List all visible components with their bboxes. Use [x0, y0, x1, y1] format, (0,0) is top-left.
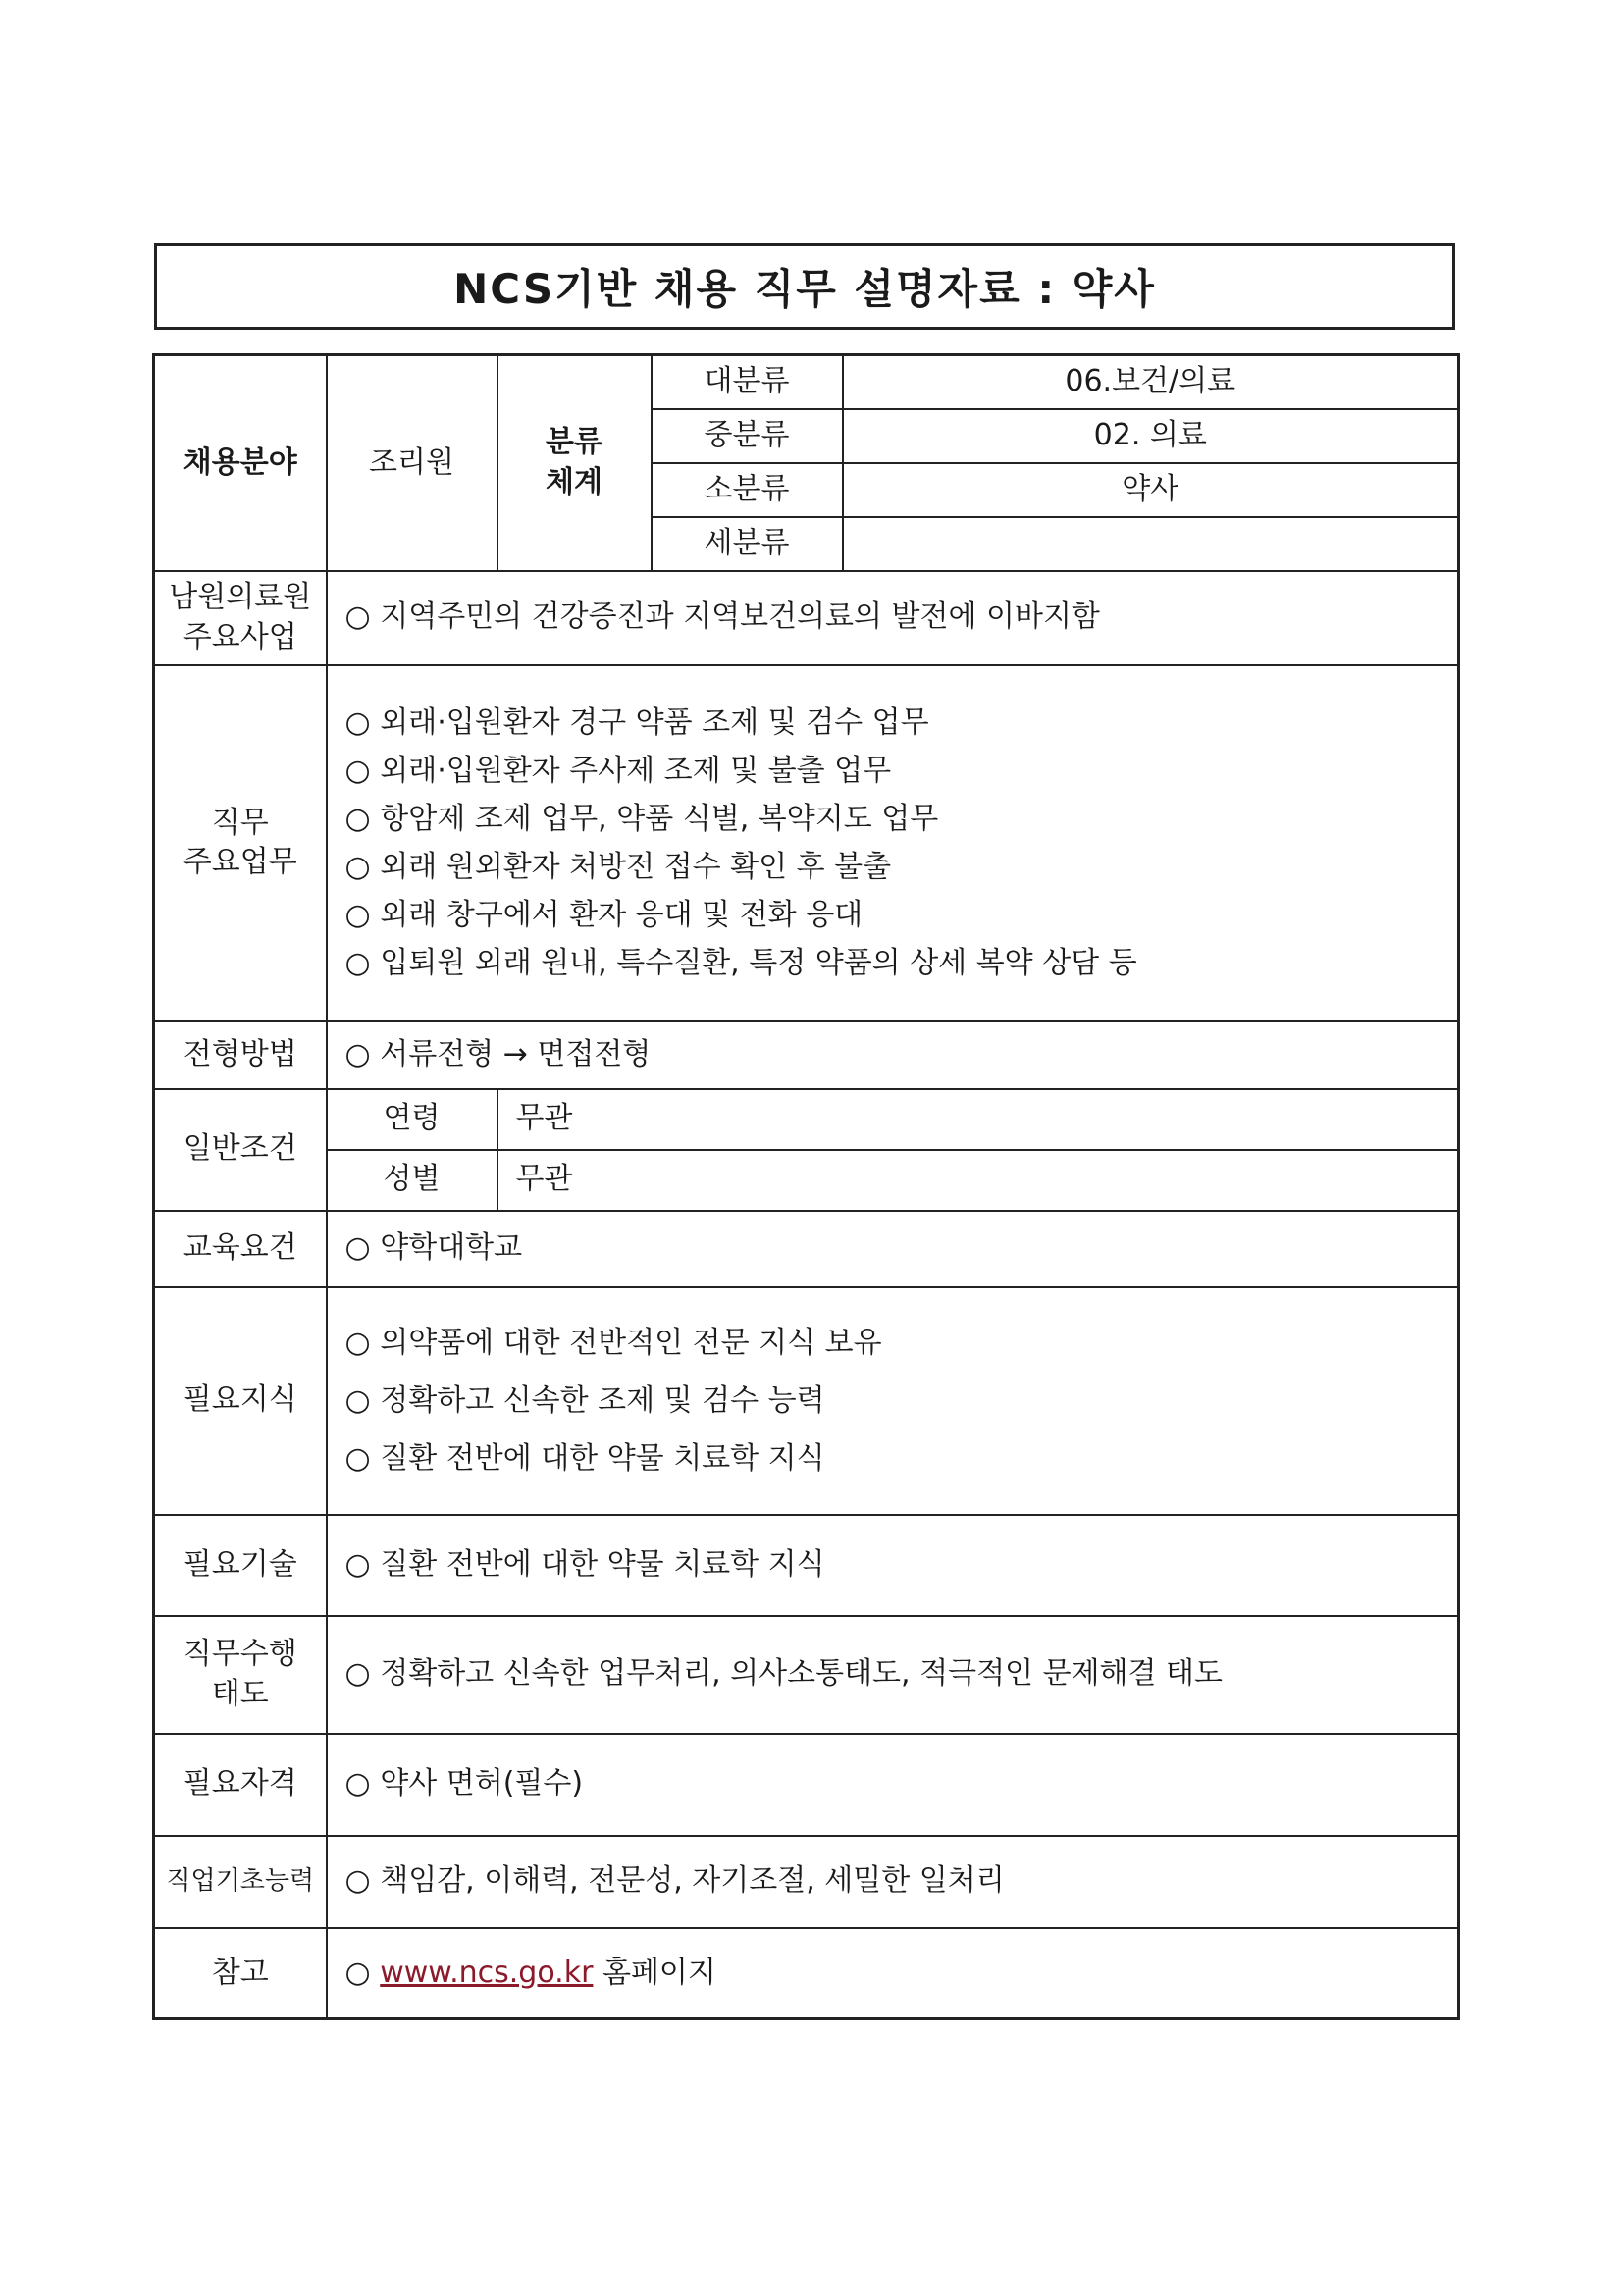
- category-label-middle: 중분류: [652, 409, 843, 463]
- category-label-detail: 세분류: [652, 517, 843, 571]
- list-item: ○ 정확하고 신속한 조제 및 검수 능력: [344, 1383, 825, 1418]
- gender-label: 성별: [327, 1150, 497, 1211]
- education-text: ○ 약학대학교: [327, 1211, 1459, 1287]
- qualification-label: 필요자격: [154, 1734, 327, 1836]
- skills-label: 필요기술: [154, 1515, 327, 1616]
- duties-list: [327, 665, 1459, 1021]
- education-label: 교육요건: [154, 1211, 327, 1287]
- category-value-minor: 약사: [843, 463, 1459, 517]
- classification-system-label: 분류 체계: [497, 355, 652, 571]
- bullet-icon: ○: [344, 1863, 371, 1899]
- category-value-middle: 02. 의료: [843, 409, 1459, 463]
- list-item: ○ 외래·입원환자 경구 약품 조제 및 검수 업무: [344, 705, 929, 740]
- knowledge-list: [327, 1287, 1459, 1515]
- list-item: ○ 질환 전반에 대한 약물 치료학 지식: [344, 1441, 825, 1476]
- list-item: ○ 항암제 조제 업무, 약품 식별, 복약지도 업무: [344, 802, 939, 836]
- category-label-minor: 소분류: [652, 463, 843, 517]
- bullet-icon: ○: [344, 1546, 371, 1582]
- category-value-detail: [843, 517, 1459, 571]
- business-text: ○ 지역주민의 건강증진과 지역보건의료의 발전에 이바지함: [327, 571, 1459, 665]
- general-label: 일반조건: [154, 1089, 327, 1211]
- job-description-table: [152, 353, 1460, 2020]
- gender-value: 무관: [497, 1150, 1459, 1211]
- age-value: 무관: [497, 1089, 1459, 1150]
- list-item: ○ 입퇴원 외래 원내, 특수질환, 특정 약품의 상세 복약 상담 등: [344, 946, 1137, 980]
- bullet-icon: ○: [344, 1955, 371, 1990]
- knowledge-label: 필요지식: [154, 1287, 327, 1515]
- ncs-link[interactable]: www.ncs.go.kr: [380, 1955, 594, 1990]
- bullet-icon: ○: [344, 1230, 371, 1266]
- field-value: 조리원: [327, 355, 497, 571]
- document-title: NCS기반 채용 직무 설명자료 : 약사: [154, 243, 1455, 330]
- category-value-major: 06.보건/의료: [843, 355, 1459, 409]
- selection-text: ○ 서류전형 → 면접전형: [327, 1021, 1459, 1089]
- bullet-icon: ○: [344, 1766, 371, 1801]
- list-item: ○ 의약품에 대한 전반적인 전문 지식 보유: [344, 1326, 882, 1360]
- duties-label: 직무 주요업무: [154, 665, 327, 1021]
- age-label: 연령: [327, 1089, 497, 1150]
- business-label: 남원의료원 주요사업: [154, 571, 327, 665]
- attitude-label: 직무수행 태도: [154, 1616, 327, 1734]
- category-label-major: 대분류: [652, 355, 843, 409]
- attitude-text: ○ 정확하고 신속한 업무처리, 의사소통태도, 적극적인 문제해결 태도: [327, 1616, 1459, 1734]
- basic-ability-label: 직업기초능력: [154, 1836, 327, 1928]
- reference-label: 참고: [154, 1928, 327, 2019]
- list-item: ○ 외래 원외환자 처방전 접수 확인 후 불출: [344, 850, 892, 884]
- field-label: 채용분야: [154, 355, 327, 571]
- skills-text: ○ 질환 전반에 대한 약물 치료학 지식: [327, 1515, 1459, 1616]
- bullet-icon: ○: [344, 1656, 371, 1692]
- list-item: ○ 외래 창구에서 환자 응대 및 전화 응대: [344, 898, 864, 932]
- bullet-icon: ○: [344, 600, 371, 635]
- bullet-icon: ○: [344, 1036, 371, 1071]
- qualification-text: ○ 약사 면허(필수): [327, 1734, 1459, 1836]
- basic-ability-text: ○ 책임감, 이해력, 전문성, 자기조절, 세밀한 일처리: [327, 1836, 1459, 1928]
- selection-label: 전형방법: [154, 1021, 327, 1089]
- reference-text: ○ www.ncs.go.kr 홈페이지: [327, 1928, 1459, 2019]
- list-item: ○ 외래·입원환자 주사제 조제 및 불출 업무: [344, 754, 892, 788]
